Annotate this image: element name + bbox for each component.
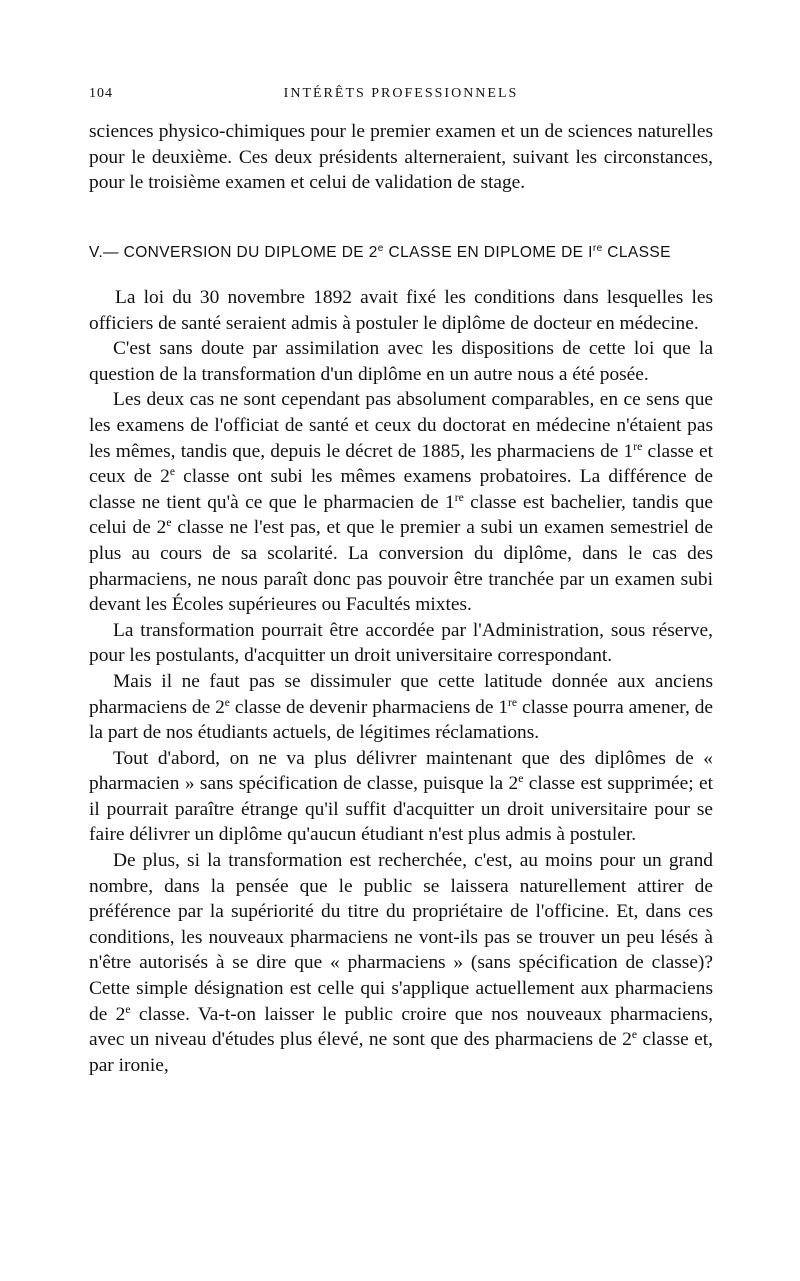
running-head [89, 86, 713, 106]
paragraph: De plus, si la transformation est recherchée, c'est, au moins pour un grand nombre, dans la pensée que le public se laissera naturellement attirer de préférence par la supériorité du titre du propriétaire de l'officine. Et, dans ces conditions, les nouveaux pharmaciens ne vont-ils pas se trouver un peu lésés à n'être autorisés à se dire que « pharmaciens » (sans spécification de classe)? Cette simple désignation est celle qui s'applique actuellement aux pharmaciens de 2e classe. Va-t-on laisser le public croire que nos nouveaux pharmaciens, avec un niveau d'études plus élevé, ne sont que des pharmaciens de 2e classe et, par ironie, [89, 850, 713, 1076]
paragraph: La loi du 30 novembre 1892 avait fixé les conditions dans lesquelles les officiers de santé seraient admis à postuler le diplôme de docteur en médecine. [89, 287, 713, 334]
running-title: INTÉRÊTS PROFESSIONNELS [283, 86, 519, 101]
paragraph: Mais il ne faut pas se dissimuler que cette latitude donnée aux anciens pharmaciens de 2e classe de devenir pharmaciens de 1re classe pourra amener, de la part de nos étudiants actuels, de légitimes réclamations. [89, 670, 713, 744]
text-block-top [89, 119, 713, 196]
paragraph: C'est sans doute par assimilation avec les dispositions de cette loi que la question de la transformation d'un diplôme en un autre nous a été posée. [89, 338, 713, 385]
page-number: 104 [89, 86, 113, 101]
paragraph: La transformation pourrait être accordée par l'Administration, sous réserve, pour les postulants, d'acquitter un droit universitaire correspondant. [89, 619, 713, 667]
paragraph: Les deux cas ne sont cependant pas absolument comparables, en ce sens que les examens de l'officiat de santé et ceux du doctorat en médecine n'étaient pas les mêmes, tandis que, depuis le décret de 1885, les pharmaciens de 1re classe et ceux de 2e classe ont subi les mêmes examens probatoires. La différence de classe ne tient qu'à ce que le pharmacien de 1re classe est bachelier, tandis que celui de 2e classe ne l'est pas, et que le premier a subi un examen semestriel de plus au cours de sa scolarité. La conversion du diplôme, dans le cas des pharmaciens, ne nous paraît donc pas pouvoir être tranchée par un examen subi devant les Écoles supérieures ou Facultés mixtes. [89, 389, 714, 616]
paragraph: Tout d'abord, on ne va plus délivrer maintenant que des diplômes de « pharmacien » sans spécification de classe, puisque la 2e classe est supprimée; et il pourrait paraître étrange qu'il suffit d'acquitter un droit universitaire pour se faire délivrer un diplôme qu'aucun étudiant n'est plus admis à postuler. [89, 747, 713, 846]
section-heading: V.— CONVERSION DU DIPLOME DE 2e CLASSE EN DIPLOME DE Ire CLASSE [89, 242, 671, 261]
paragraph-continued: sciences physico-chimiques pour le premier examen et un de sciences naturelles pour le deuxième. Ces deux présidents alterneraient, suivant les circonstances, pour le troisième examen et celui de validation de stage. [89, 121, 713, 194]
text-block-main [89, 285, 713, 1078]
